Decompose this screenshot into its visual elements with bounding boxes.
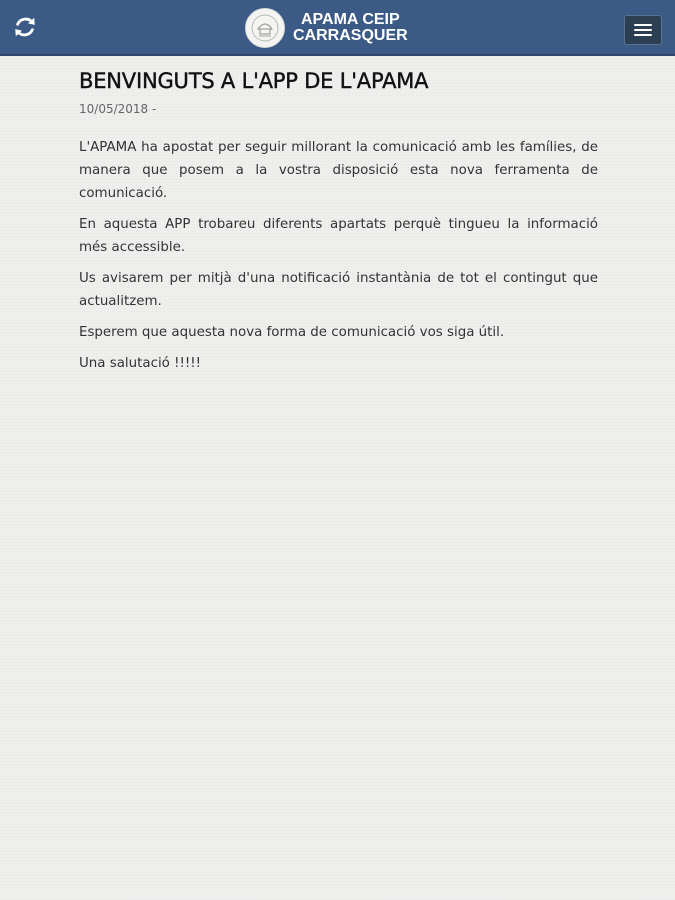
post-content [79, 66, 598, 383]
hamburger-menu-icon [634, 24, 652, 26]
post-paragraph: L'APAMA ha apostat per seguir millorant la comunicació amb les famílies, de manera que posem a la vostra disposició esta nova ferramenta de comunicació. [79, 140, 598, 201]
post-paragraph: Esperem que aquesta nova forma de comunicació vos siga útil. [79, 325, 505, 340]
brand-line-1: APAMA CEIP [301, 11, 400, 28]
school-logo-icon [245, 8, 285, 48]
post-paragraph: En aquesta APP trobareu diferents apartats perquè tingueu la informació més accessible. [79, 217, 598, 255]
post-paragraph: Una salutació !!!!! [79, 356, 201, 371]
refresh-button[interactable] [10, 12, 40, 42]
post-paragraph: Us avisarem per mitjà d'una notificació instantània de tot el contingut que actualitzem. [79, 271, 598, 309]
brand[interactable] [245, 8, 408, 48]
top-app-bar [0, 0, 675, 56]
brand-title [293, 12, 408, 44]
brand-line-2: CARRASQUER [293, 27, 408, 44]
menu-button[interactable] [624, 15, 662, 45]
refresh-icon [12, 14, 38, 40]
page-title: BENVINGUTS A L'APP DE L'APAMA [79, 69, 429, 93]
post-date: 10/05/2018 - [79, 102, 157, 116]
